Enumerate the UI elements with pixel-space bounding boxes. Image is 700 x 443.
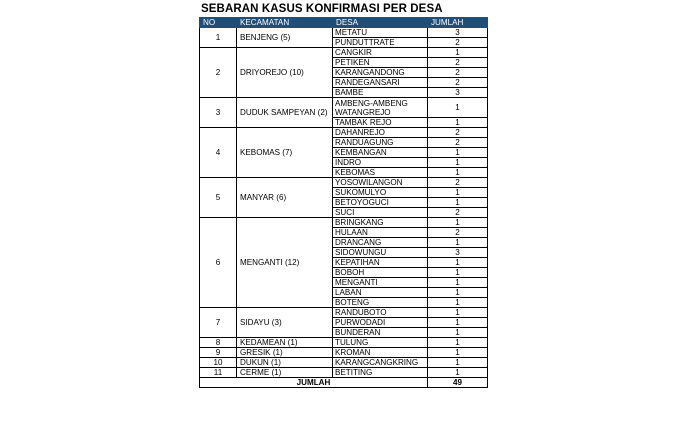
kecamatan-cell: DUDUK SAMPEYAN (2) [237,98,333,128]
jumlah-cell: 1 [428,148,488,158]
table-row [200,48,488,58]
header-desa: DESA [333,18,428,28]
row-number: 7 [200,308,237,338]
row-number: 3 [200,98,237,128]
desa-cell: PURWODADI [333,318,428,328]
table-row [200,368,488,378]
kecamatan-cell: GRESIK (1) [237,348,333,358]
row-number: 1 [200,28,237,48]
desa-cell: PETIKEN [333,58,428,68]
jumlah-cell: 1 [428,288,488,298]
kecamatan-cell: KEBOMAS (7) [237,128,333,178]
jumlah-cell: 1 [428,48,488,58]
table-row [200,218,488,228]
desa-cell: AMBENG-AMBENG WATANGREJO [333,98,428,118]
desa-cell: BUNDERAN [333,328,428,338]
jumlah-cell: 1 [428,118,488,128]
desa-cell: HULAAN [333,228,428,238]
jumlah-cell: 1 [428,158,488,168]
jumlah-cell: 1 [428,318,488,328]
table-row [200,348,488,358]
desa-cell: KEMBANGAN [333,148,428,158]
row-number: 5 [200,178,237,218]
header-no: NO [200,18,237,28]
jumlah-cell: 2 [428,68,488,78]
jumlah-cell: 3 [428,248,488,258]
jumlah-cell: 1 [428,198,488,208]
row-number: 2 [200,48,237,98]
kecamatan-cell: MENGANTI (12) [237,218,333,308]
kecamatan-cell: BENJENG (5) [237,28,333,48]
jumlah-cell: 1 [428,368,488,378]
kecamatan-cell: KEDAMEAN (1) [237,338,333,348]
jumlah-cell: 2 [428,78,488,88]
jumlah-cell: 1 [428,308,488,318]
table-row [200,28,488,38]
desa-cell: RANDUBOTO [333,308,428,318]
desa-cell: SUKOMULYO [333,188,428,198]
table-header-row [200,18,488,28]
jumlah-cell: 1 [428,218,488,228]
desa-cell: DAHANREJO [333,128,428,138]
jumlah-cell: 1 [428,298,488,308]
kecamatan-cell: DUKUN (1) [237,358,333,368]
jumlah-cell: 2 [428,38,488,48]
desa-cell: KARANGCANGKRING [333,358,428,368]
jumlah-cell: 1 [428,238,488,248]
row-number: 9 [200,348,237,358]
table-row [200,98,488,118]
desa-cell: SIDOWUNGU [333,248,428,258]
table-row [200,128,488,138]
jumlah-cell: 2 [428,208,488,218]
row-number: 10 [200,358,237,368]
cases-per-village-table [199,17,488,388]
jumlah-cell: 1 [428,348,488,358]
jumlah-cell: 1 [428,258,488,268]
jumlah-cell: 2 [428,128,488,138]
header-jumlah: JUMLAH [428,18,488,28]
kecamatan-cell: CERME (1) [237,368,333,378]
jumlah-cell: 3 [428,28,488,38]
desa-cell: RANDEGANSARI [333,78,428,88]
jumlah-cell: 2 [428,58,488,68]
desa-cell: BETITING [333,368,428,378]
desa-cell: BOBOH [333,268,428,278]
table-row [200,358,488,368]
jumlah-cell: 1 [428,328,488,338]
jumlah-cell: 1 [428,268,488,278]
jumlah-cell: 2 [428,138,488,148]
jumlah-cell: 1 [428,358,488,368]
table-row [200,308,488,318]
desa-cell: METATU [333,28,428,38]
desa-cell: CANGKIR [333,48,428,58]
desa-cell: MENGANTI [333,278,428,288]
row-number: 6 [200,218,237,308]
desa-cell: RANDUAGUNG [333,138,428,148]
kecamatan-cell: MANYAR (6) [237,178,333,218]
document-title: SEBARAN KASUS KONFIRMASI PER DESA [201,3,443,15]
row-number: 8 [200,338,237,348]
desa-cell: BETOYOGUCI [333,198,428,208]
jumlah-cell: 3 [428,88,488,98]
desa-cell: BAMBE [333,88,428,98]
desa-cell: LABAN [333,288,428,298]
desa-cell: BOTENG [333,298,428,308]
desa-cell: KEBOMAS [333,168,428,178]
desa-cell: YOSOWILANGON [333,178,428,188]
total-row [200,378,488,388]
desa-cell: KEPATIHAN [333,258,428,268]
desa-cell: TULUNG [333,338,428,348]
jumlah-cell: 1 [428,168,488,178]
desa-cell: DRANCANG [333,238,428,248]
desa-cell: INDRO [333,158,428,168]
desa-cell: TAMBAK REJO [333,118,428,128]
jumlah-cell: 1 [428,98,488,118]
jumlah-cell: 1 [428,338,488,348]
desa-cell: KROMAN [333,348,428,358]
row-number: 4 [200,128,237,178]
row-number: 11 [200,368,237,378]
table-body [200,28,488,388]
desa-cell: SUCI [333,208,428,218]
kecamatan-cell: DRIYOREJO (10) [237,48,333,98]
desa-cell: KARANGANDONG [333,68,428,78]
jumlah-cell: 2 [428,228,488,238]
table-row [200,178,488,188]
desa-cell: BRINGKANG [333,218,428,228]
jumlah-cell: 1 [428,278,488,288]
kecamatan-cell: SIDAYU (3) [237,308,333,338]
total-label: JUMLAH [200,378,428,388]
jumlah-cell: 1 [428,188,488,198]
total-value: 49 [428,378,488,388]
desa-cell: PUNDUTTRATE [333,38,428,48]
jumlah-cell: 2 [428,178,488,188]
table-row [200,338,488,348]
header-kecamatan: KECAMATAN [237,18,333,28]
